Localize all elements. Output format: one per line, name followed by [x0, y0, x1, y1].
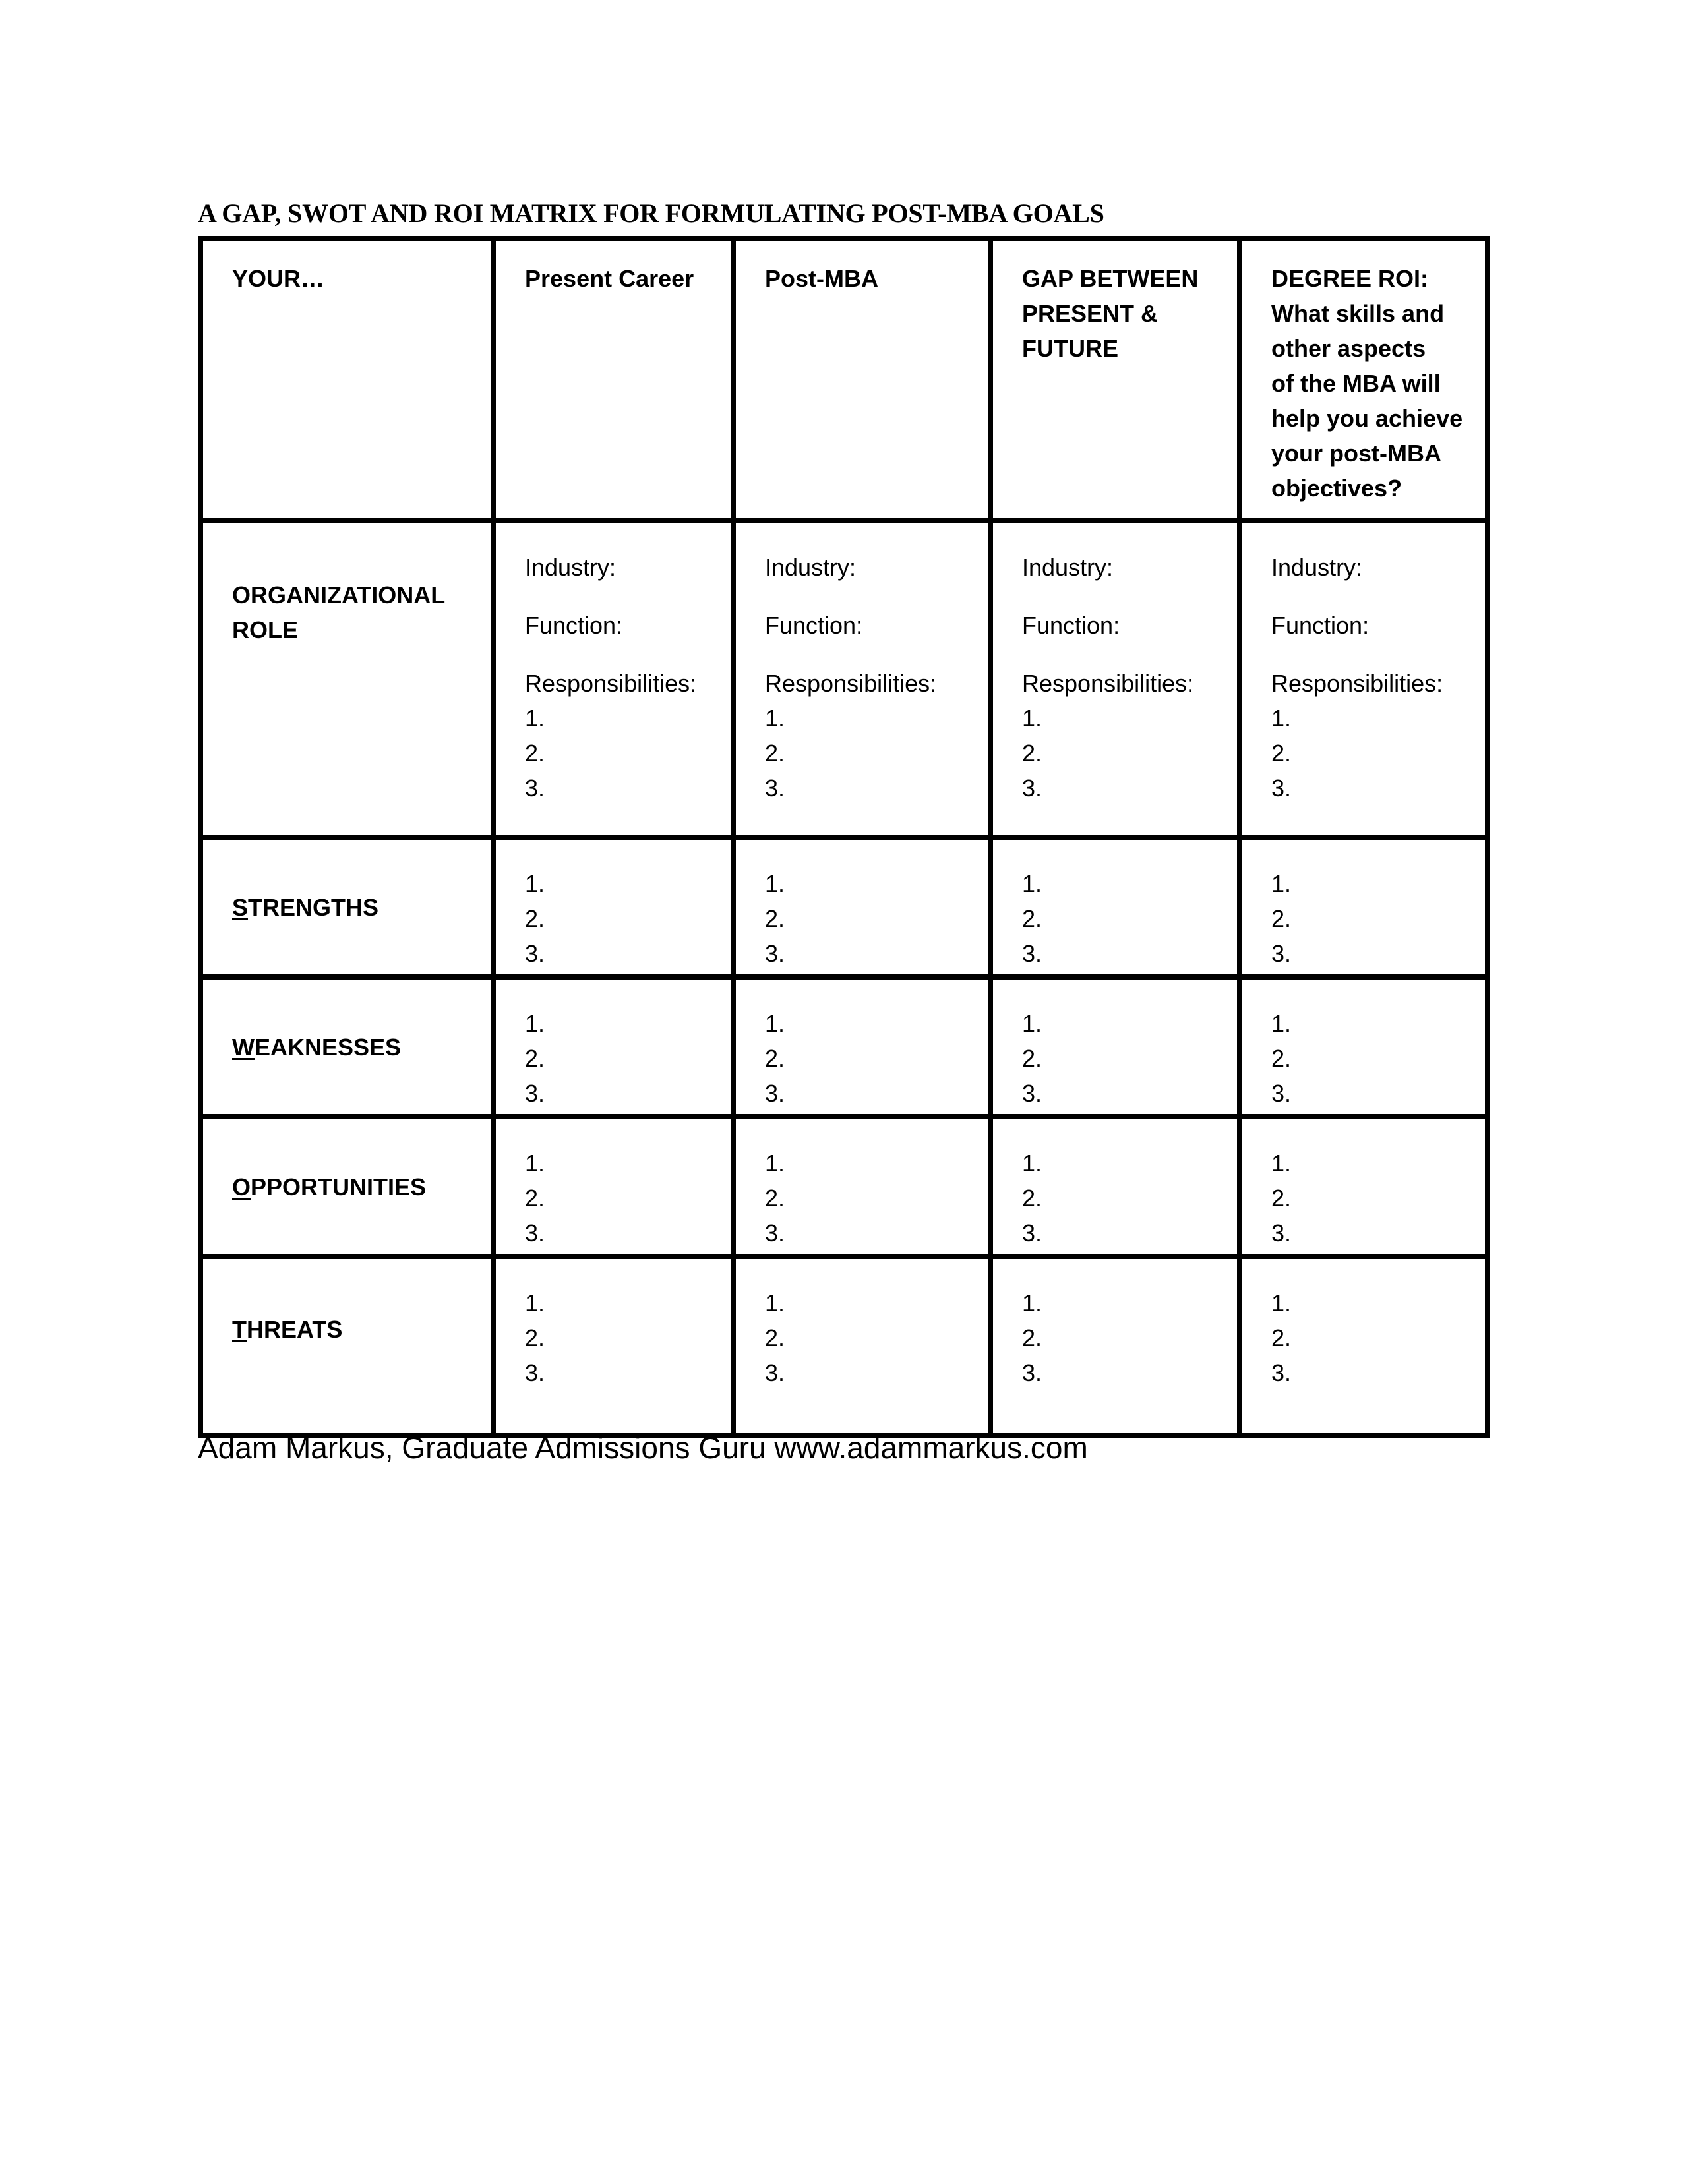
- header-post-mba-label: Post-MBA: [765, 265, 878, 292]
- list-item: 1.: [525, 1289, 545, 1316]
- header-gap-line: PRESENT &: [1022, 300, 1159, 327]
- threats-row: [200, 1256, 1488, 1436]
- role-cell-post-mba[interactable]: [733, 521, 990, 837]
- list-item: 2.: [525, 1045, 545, 1072]
- list-item: 3.: [1271, 1220, 1292, 1247]
- list-item: 1.: [525, 1150, 545, 1177]
- weaknesses-present-career[interactable]: [493, 977, 733, 1117]
- list-item: 1.: [1022, 870, 1042, 897]
- strengths-post-mba[interactable]: [733, 837, 990, 977]
- list-item: 3.: [525, 1359, 545, 1386]
- header-roi-line: help you achieve: [1271, 405, 1463, 432]
- header-roi-line: What skills and: [1271, 300, 1445, 327]
- opportunities-post-mba[interactable]: [733, 1117, 990, 1256]
- function-label: Function:: [525, 612, 623, 639]
- list-item: 2.: [525, 1324, 545, 1351]
- list-item: 1.: [765, 1289, 785, 1316]
- strengths-gap[interactable]: [990, 837, 1240, 977]
- list-item: 3.: [765, 1080, 785, 1107]
- row-label-rest: TRENGTHS: [248, 893, 379, 921]
- list-item: 2.: [765, 905, 785, 932]
- row-label-opportunities: [200, 1117, 493, 1256]
- list-item: 2.: [1271, 740, 1292, 767]
- spacer: [1271, 643, 1485, 666]
- strengths-row: [200, 837, 1488, 977]
- list-item: 2.: [1022, 1324, 1042, 1351]
- list-item: 3.: [1022, 1220, 1042, 1247]
- spacer: [525, 585, 731, 608]
- list-item: 2.: [765, 1185, 785, 1212]
- weaknesses-gap[interactable]: [990, 977, 1240, 1117]
- responsibilities-label: Responsibilities:: [765, 670, 937, 697]
- header-row: [200, 239, 1488, 521]
- row-label-organizational-role: [200, 521, 493, 837]
- row-label-initial: T: [232, 1316, 247, 1343]
- threats-gap[interactable]: [990, 1256, 1240, 1436]
- row-label-initial: S: [232, 893, 249, 921]
- list-item: 2.: [1022, 1045, 1042, 1072]
- row-label-strengths: [200, 837, 493, 977]
- list-item: 2.: [1271, 1324, 1292, 1351]
- list-item: 3.: [1022, 1080, 1042, 1107]
- spacer: [525, 643, 731, 666]
- role-cell-present-career[interactable]: [493, 521, 733, 837]
- header-post-mba: [733, 239, 990, 521]
- list-item: 1.: [525, 1010, 545, 1037]
- list-item: 1.: [765, 1150, 785, 1177]
- list-item: 1.: [765, 705, 785, 732]
- list-item: 1.: [1271, 705, 1292, 732]
- list-item: 3.: [1271, 775, 1292, 802]
- list-item: 2.: [1271, 1045, 1292, 1072]
- header-roi-line: objectives?: [1271, 475, 1402, 502]
- list-item: 3.: [1271, 1080, 1292, 1107]
- list-item: 2.: [525, 1185, 545, 1212]
- role-cell-degree-roi[interactable]: [1240, 521, 1488, 837]
- list-item: 1.: [1271, 1150, 1292, 1177]
- row-label-rest: EAKNESSES: [254, 1033, 402, 1061]
- spacer: [765, 643, 988, 666]
- industry-label: Industry:: [765, 554, 857, 581]
- list-item: 2.: [765, 1045, 785, 1072]
- header-your: [200, 239, 493, 521]
- spacer: [1022, 585, 1237, 608]
- header-roi-line: other aspects: [1271, 335, 1426, 362]
- responsibilities-label: Responsibilities:: [525, 670, 697, 697]
- function-label: Function:: [765, 612, 863, 639]
- header-your-label: YOUR…: [232, 265, 325, 292]
- list-item: 1.: [1271, 1010, 1292, 1037]
- list-item: 2.: [1022, 905, 1042, 932]
- header-gap: [990, 239, 1240, 521]
- row-label-threats: [200, 1256, 493, 1436]
- row-label-rest: PPORTUNITIES: [251, 1173, 427, 1200]
- document-title: A GAP, SWOT AND ROI MATRIX FOR FORMULATING POST-MBA GOALS: [198, 198, 1104, 228]
- organizational-role-row: [200, 521, 1488, 837]
- list-item: 3.: [1022, 940, 1042, 967]
- list-item: 1.: [1022, 1010, 1042, 1037]
- list-item: 1.: [525, 870, 545, 897]
- header-roi-line: DEGREE ROI:: [1271, 265, 1429, 292]
- list-item: 3.: [525, 1220, 545, 1247]
- weaknesses-post-mba[interactable]: [733, 977, 990, 1117]
- industry-label: Industry:: [1271, 554, 1363, 581]
- list-item: 2.: [525, 740, 545, 767]
- weaknesses-degree-roi[interactable]: [1240, 977, 1488, 1117]
- list-item: 1.: [1022, 1150, 1042, 1177]
- list-item: 2.: [525, 905, 545, 932]
- list-item: 2.: [765, 1324, 785, 1351]
- industry-label: Industry:: [525, 554, 617, 581]
- opportunities-row: [200, 1117, 1488, 1256]
- row-label-initial: O: [232, 1173, 251, 1200]
- list-item: 3.: [1271, 1359, 1292, 1386]
- list-item: 3.: [765, 940, 785, 967]
- spacer: [1022, 643, 1237, 666]
- list-item: 1.: [1022, 1289, 1042, 1316]
- footer-credit: Adam Markus, Graduate Admissions Guru www.adammarkus.com: [198, 1431, 1088, 1465]
- header-roi-line: of the MBA will: [1271, 370, 1441, 397]
- responsibilities-label: Responsibilities:: [1022, 670, 1194, 697]
- list-item: 1.: [1022, 705, 1042, 732]
- gap-swot-roi-matrix: [198, 236, 1490, 1438]
- industry-label: Industry:: [1022, 554, 1114, 581]
- list-item: 3.: [525, 775, 545, 802]
- opportunities-degree-roi[interactable]: [1240, 1117, 1488, 1256]
- threats-present-career[interactable]: [493, 1256, 733, 1436]
- header-present-career-label: Present Career: [525, 265, 694, 292]
- function-label: Function:: [1022, 612, 1120, 639]
- list-item: 1.: [765, 1010, 785, 1037]
- list-item: 2.: [1022, 1185, 1042, 1212]
- weaknesses-row: [200, 977, 1488, 1117]
- spacer: [1271, 585, 1485, 608]
- spacer: [765, 585, 988, 608]
- list-item: 3.: [1022, 1359, 1042, 1386]
- row-label-initial: W: [232, 1033, 255, 1061]
- strengths-present-career[interactable]: [493, 837, 733, 977]
- list-item: 3.: [765, 1359, 785, 1386]
- list-item: 1.: [765, 870, 785, 897]
- threats-degree-roi[interactable]: [1240, 1256, 1488, 1436]
- list-item: 1.: [1271, 1289, 1292, 1316]
- list-item: 2.: [765, 740, 785, 767]
- list-item: 2.: [1271, 1185, 1292, 1212]
- list-item: 1.: [1271, 870, 1292, 897]
- row-label-line: ORGANIZATIONAL: [232, 581, 446, 608]
- header-gap-line: FUTURE: [1022, 335, 1118, 362]
- opportunities-present-career[interactable]: [493, 1117, 733, 1256]
- header-gap-line: GAP BETWEEN: [1022, 265, 1199, 292]
- list-item: 3.: [525, 940, 545, 967]
- list-item: 3.: [765, 775, 785, 802]
- opportunities-gap[interactable]: [990, 1117, 1240, 1256]
- list-item: 1.: [525, 705, 545, 732]
- header-roi-line: your post-MBA: [1271, 440, 1441, 467]
- list-item: 2.: [1271, 905, 1292, 932]
- role-cell-gap[interactable]: [990, 521, 1240, 837]
- header-degree-roi: [1240, 239, 1488, 521]
- row-label-line: ROLE: [232, 616, 299, 643]
- list-item: 2.: [1022, 740, 1042, 767]
- function-label: Function:: [1271, 612, 1370, 639]
- list-item: 3.: [1271, 940, 1292, 967]
- row-label-weaknesses: [200, 977, 493, 1117]
- list-item: 3.: [525, 1080, 545, 1107]
- row-label-rest: HREATS: [247, 1316, 343, 1343]
- list-item: 3.: [765, 1220, 785, 1247]
- threats-post-mba[interactable]: [733, 1256, 990, 1436]
- header-present-career: [493, 239, 733, 521]
- strengths-degree-roi[interactable]: [1240, 837, 1488, 977]
- responsibilities-label: Responsibilities:: [1271, 670, 1443, 697]
- list-item: 3.: [1022, 775, 1042, 802]
